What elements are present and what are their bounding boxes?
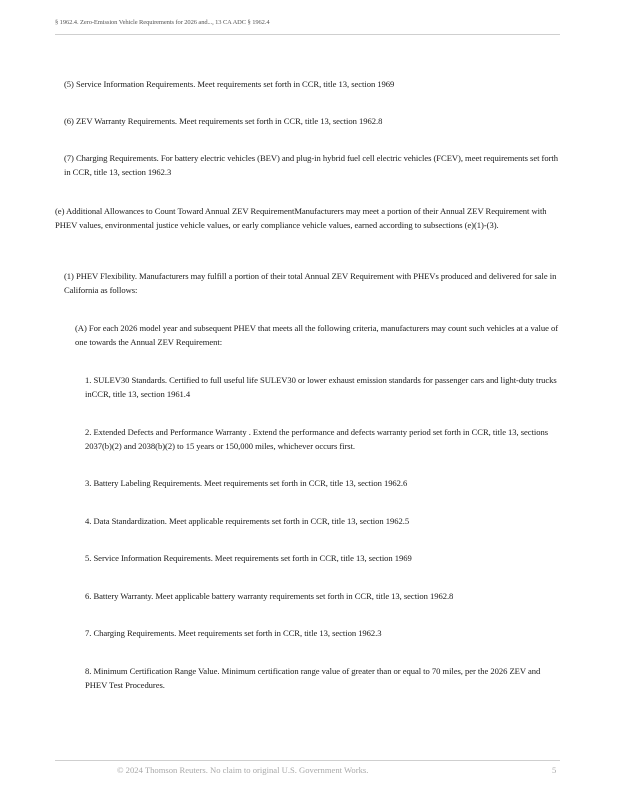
footer-copyright: © 2024 Thomson Reuters. No claim to original U.S. Government Works.	[117, 765, 369, 775]
paragraph-charging-requirements: (7) Charging Requirements. For battery electric vehicles (BEV) and plug-in hybrid fuel cell electric vehicles (FCEV), meet requirements set forth in CCR, title 13, section 1962.3	[64, 153, 558, 177]
criterion-battery-labeling: 3. Battery Labeling Requirements. Meet requirements set forth in CCR, title 13, section 1962.6	[85, 478, 408, 488]
paragraph-zev-warranty: (6) ZEV Warranty Requirements. Meet requirements set forth in CCR, title 13, section 1962.8	[64, 116, 383, 126]
paragraph-additional-allowances: (e) Additional Allowances to Count Toward Annual ZEV RequirementManufacturers may meet a portion of their Annual ZEV Requirement with PHEV values, environmental justice vehicle values, or early compliance vehicle values, earned according to subsections (e)(1)-(3).	[55, 206, 547, 230]
criterion-data-standardization: 4. Data Standardization. Meet applicable requirements set forth in CCR, title 13, section 1962.5	[85, 516, 410, 526]
criterion-extended-warranty: 2. Extended Defects and Performance Warranty . Extend the performance and defects warranty period set forth in CCR, title 13, sections 2037(b)(2) and 2038(b)(2) to 15 years or 150,000 miles, whichever occurs first.	[85, 427, 549, 451]
paragraph-phev-criteria: (A) For each 2026 model year and subsequent PHEV that meets all the following criteria, manufacturers may count such vehicles at a value of one towards the Annual ZEV Requirement:	[75, 323, 559, 347]
footer-divider	[55, 760, 560, 761]
criterion-sulev30: 1. SULEV30 Standards. Certified to full useful life SULEV30 or lower exhaust emission standards for passenger cars and light-duty trucks inCCR, title 13, section 1961.4	[85, 375, 557, 399]
paragraph-service-information: (5) Service Information Requirements. Meet requirements set forth in CCR, title 13, section 1969	[64, 79, 395, 89]
criterion-service-information: 5. Service Information Requirements. Meet requirements set forth in CCR, title 13, section 1969	[85, 553, 412, 563]
running-head: § 1962.4. Zero-Emission Vehicle Requirements for 2026 and..., 13 CA ADC § 1962.4	[55, 19, 270, 26]
criterion-minimum-range: 8. Minimum Certification Range Value. Minimum certification range value of greater than or equal to 70 miles, per the 2026 ZEV and PHEV Test Procedures.	[85, 666, 541, 690]
header-divider	[55, 34, 560, 35]
criterion-charging: 7. Charging Requirements. Meet requirements set forth in CCR, title 13, section 1962.3	[85, 628, 382, 638]
page-number: 5	[552, 765, 557, 775]
criterion-battery-warranty: 6. Battery Warranty. Meet applicable battery warranty requirements set forth in CCR, title 13, section 1962.8	[85, 591, 454, 601]
paragraph-phev-flexibility: (1) PHEV Flexibility. Manufacturers may fulfill a portion of their total Annual ZEV Requirement with PHEVs produced and delivered for sale in California as follows:	[64, 271, 557, 295]
